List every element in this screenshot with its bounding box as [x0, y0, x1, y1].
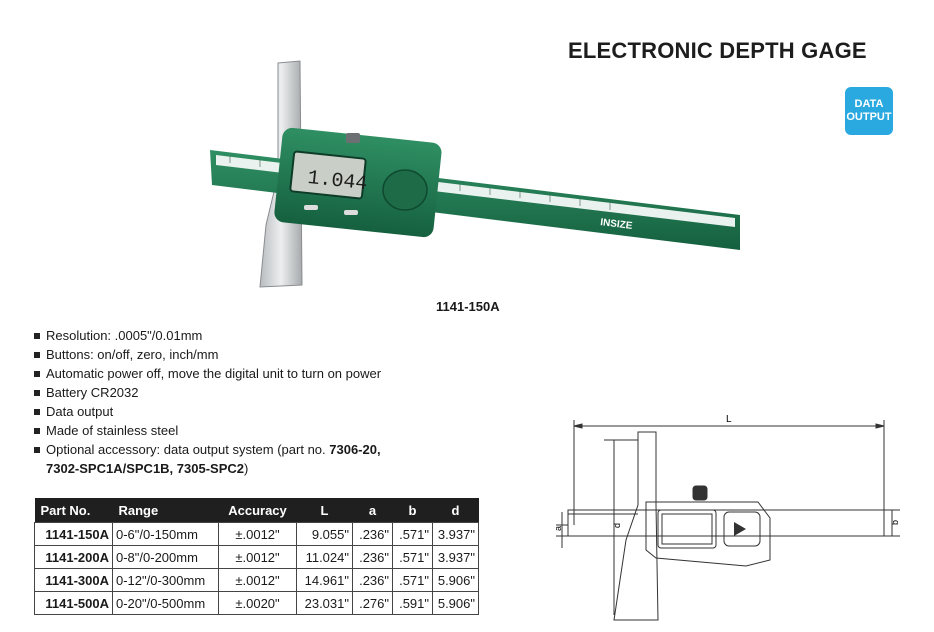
product-caption: 1141-150A [436, 299, 500, 314]
feature-item: Buttons: on/off, zero, inch/mm [32, 345, 381, 364]
clamp-screw [346, 133, 360, 143]
cell-a: .236" [353, 523, 393, 546]
cell-d: 5.906" [433, 592, 479, 615]
table-row [35, 592, 479, 615]
label-d: d [612, 522, 622, 528]
data-output-badge [845, 87, 893, 135]
badge-line-2: OUTPUT [846, 111, 892, 123]
table-row [35, 546, 479, 569]
accessory-suffix: ) [244, 461, 249, 476]
lcd-reading: 1.044 [306, 166, 369, 197]
cell-range: 0-6"/0-150mm [113, 523, 219, 546]
cell-b: .591" [393, 592, 433, 615]
depth-gage-illustration [200, 55, 745, 295]
col-a: a [353, 498, 393, 523]
feature-item-accessory [32, 440, 381, 478]
cell-accuracy: ±.0012" [219, 523, 297, 546]
accessory-prefix: Optional accessory: data output system (part no. [46, 442, 330, 457]
cell-accuracy: ±.0020" [219, 592, 297, 615]
cell-l: 23.031" [297, 592, 353, 615]
table-row [35, 569, 479, 592]
col-accuracy: Accuracy [219, 498, 297, 523]
cell-l: 11.024" [297, 546, 353, 569]
cell-a: .236" [353, 546, 393, 569]
feature-item: Made of stainless steel [32, 421, 381, 440]
cell-b: .571" [393, 569, 433, 592]
label-b: b [890, 519, 900, 525]
col-part-no: Part No. [35, 498, 113, 523]
cell-part-no: 1141-150A [35, 523, 113, 546]
accessory-part-1: 7306-20, [329, 442, 381, 457]
table-header-row [35, 498, 479, 523]
label-l: L [726, 414, 732, 425]
feature-item: Automatic power off, move the digital unit to turn on power [32, 364, 381, 383]
cell-d: 3.937" [433, 523, 479, 546]
label-a: a [553, 525, 563, 531]
cell-range: 0-20"/0-500mm [113, 592, 219, 615]
on-off-button [304, 205, 318, 210]
cell-a: .276" [353, 592, 393, 615]
col-range: Range [113, 498, 219, 523]
play-icon [734, 522, 746, 536]
cell-b: .571" [393, 523, 433, 546]
data-port [383, 170, 427, 210]
cell-range: 0-8"/0-200mm [113, 546, 219, 569]
cell-accuracy: ±.0012" [219, 569, 297, 592]
col-d: d [433, 498, 479, 523]
table-row [35, 523, 479, 546]
feature-item: Resolution: .0005"/0.01mm [32, 326, 381, 345]
cell-l: 14.961" [297, 569, 353, 592]
cell-part-no: 1141-200A [35, 546, 113, 569]
badge-line-1: DATA [854, 98, 884, 110]
spec-table [34, 498, 479, 615]
feature-item: Battery CR2032 [32, 383, 381, 402]
feature-list [32, 326, 381, 478]
cell-a: .236" [353, 569, 393, 592]
dimension-drawing [548, 410, 908, 628]
accessory-part-2: 7302-SPC1A/SPC1B, 7305-SPC2 [46, 461, 244, 476]
feature-item: Data output [32, 402, 381, 421]
col-b: b [393, 498, 433, 523]
cell-part-no: 1141-300A [35, 569, 113, 592]
col-l: L [297, 498, 353, 523]
cell-l: 9.055" [297, 523, 353, 546]
cell-part-no: 1141-500A [35, 592, 113, 615]
cell-d: 5.906" [433, 569, 479, 592]
cell-d: 3.937" [433, 546, 479, 569]
zero-button [344, 210, 358, 215]
cell-range: 0-12"/0-300mm [113, 569, 219, 592]
brand-logo: INSIZE [599, 217, 633, 232]
page-title: ELECTRONIC DEPTH GAGE [568, 38, 867, 63]
cell-accuracy: ±.0012" [219, 546, 297, 569]
cell-b: .571" [393, 546, 433, 569]
